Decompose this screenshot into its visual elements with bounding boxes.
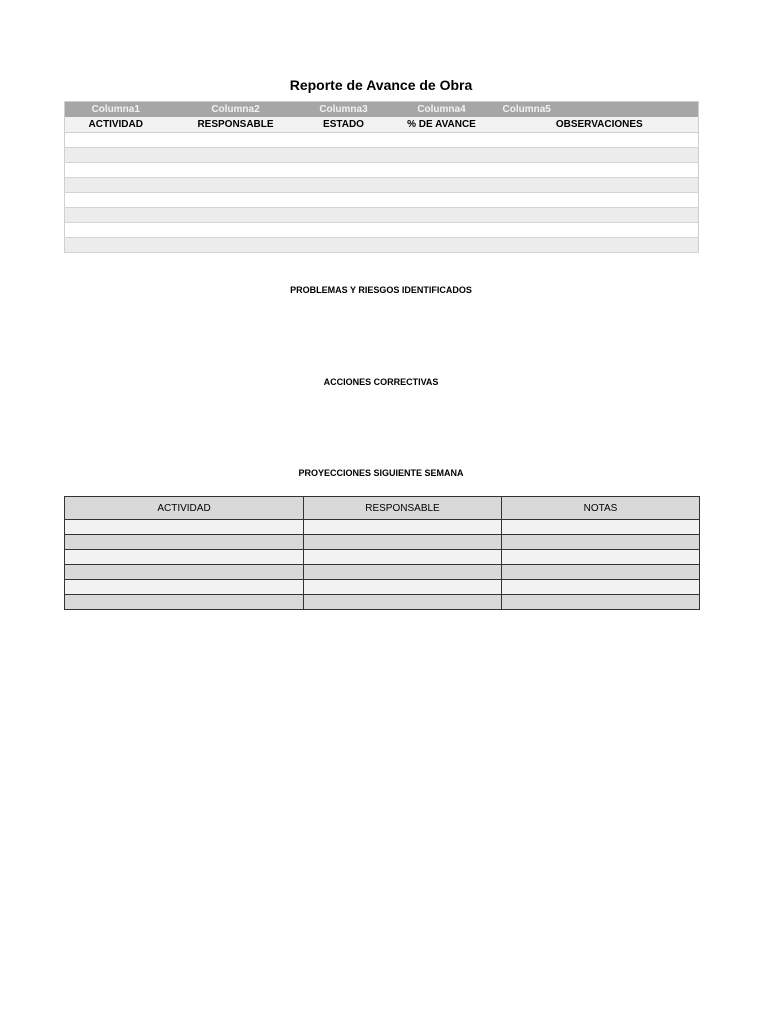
table-cell[interactable]	[304, 580, 502, 595]
table-cell[interactable]	[65, 595, 304, 610]
table-cell[interactable]	[65, 193, 167, 208]
table-cell[interactable]	[65, 565, 304, 580]
table-row	[65, 133, 699, 148]
table-cell[interactable]	[305, 163, 383, 178]
table-cell[interactable]	[167, 133, 305, 148]
label-avance: % DE AVANCE	[383, 117, 501, 133]
table-cell[interactable]	[304, 595, 502, 610]
table-cell[interactable]	[383, 163, 501, 178]
projections-table	[64, 496, 700, 610]
table-cell[interactable]	[167, 238, 305, 253]
table-cell[interactable]	[502, 535, 700, 550]
table-cell[interactable]	[501, 148, 699, 163]
proj-header-responsable: RESPONSABLE	[304, 497, 502, 520]
table-cell[interactable]	[167, 148, 305, 163]
label-responsable: RESPONSABLE	[167, 117, 305, 133]
table-cell[interactable]	[502, 520, 700, 535]
table-cell[interactable]	[167, 163, 305, 178]
table-cell[interactable]	[501, 133, 699, 148]
table-row	[65, 550, 700, 565]
table-row	[65, 223, 699, 238]
label-actividad: ACTIVIDAD	[65, 117, 167, 133]
table-cell[interactable]	[305, 208, 383, 223]
table-cell[interactable]	[501, 163, 699, 178]
table-row	[65, 565, 700, 580]
table-cell[interactable]	[304, 535, 502, 550]
report-title: Reporte de Avance de Obra	[289, 77, 473, 93]
label-observaciones: OBSERVACIONES	[501, 117, 699, 133]
problems-heading: PROBLEMAS Y RIESGOS IDENTIFICADOS	[290, 285, 472, 295]
column-header-4: Columna4	[383, 102, 501, 118]
table-cell[interactable]	[65, 148, 167, 163]
table-cell[interactable]	[502, 580, 700, 595]
column-header-1: Columna1	[65, 102, 167, 118]
corrective-actions-heading: ACCIONES CORRECTIVAS	[323, 377, 439, 387]
projections-heading: PROYECCIONES SIGUIENTE SEMANA	[298, 468, 464, 478]
table-row	[65, 535, 700, 550]
table-cell[interactable]	[501, 178, 699, 193]
table-cell[interactable]	[383, 238, 501, 253]
table-cell[interactable]	[383, 133, 501, 148]
label-estado: ESTADO	[305, 117, 383, 133]
progress-table	[64, 101, 699, 253]
proj-header-actividad: ACTIVIDAD	[65, 497, 304, 520]
table-cell[interactable]	[65, 163, 167, 178]
table-cell[interactable]	[167, 193, 305, 208]
progress-table-column-header-row	[65, 102, 699, 118]
table-row	[65, 520, 700, 535]
table-row	[65, 238, 699, 253]
column-header-5: Columna5	[501, 102, 699, 118]
table-cell[interactable]	[65, 535, 304, 550]
projections-table-body	[65, 520, 700, 610]
table-cell[interactable]	[304, 520, 502, 535]
table-cell[interactable]	[167, 178, 305, 193]
table-cell[interactable]	[65, 208, 167, 223]
table-row	[65, 148, 699, 163]
table-cell[interactable]	[501, 208, 699, 223]
table-cell[interactable]	[305, 178, 383, 193]
column-header-3: Columna3	[305, 102, 383, 118]
table-row	[65, 163, 699, 178]
table-cell[interactable]	[502, 550, 700, 565]
table-cell[interactable]	[383, 148, 501, 163]
table-row	[65, 178, 699, 193]
table-row	[65, 595, 700, 610]
table-row	[65, 208, 699, 223]
table-cell[interactable]	[167, 208, 305, 223]
table-cell[interactable]	[304, 550, 502, 565]
table-cell[interactable]	[305, 133, 383, 148]
table-cell[interactable]	[502, 595, 700, 610]
table-cell[interactable]	[65, 133, 167, 148]
table-cell[interactable]	[501, 223, 699, 238]
table-cell[interactable]	[65, 178, 167, 193]
table-cell[interactable]	[502, 565, 700, 580]
table-cell[interactable]	[383, 178, 501, 193]
table-cell[interactable]	[501, 193, 699, 208]
table-cell[interactable]	[305, 193, 383, 208]
table-cell[interactable]	[304, 565, 502, 580]
progress-table-body	[65, 133, 699, 253]
table-cell[interactable]	[167, 223, 305, 238]
table-cell[interactable]	[65, 580, 304, 595]
table-cell[interactable]	[383, 208, 501, 223]
table-cell[interactable]	[65, 520, 304, 535]
table-cell[interactable]	[501, 238, 699, 253]
table-cell[interactable]	[305, 223, 383, 238]
proj-header-notas: NOTAS	[502, 497, 700, 520]
progress-table-label-row	[65, 117, 699, 133]
table-cell[interactable]	[383, 193, 501, 208]
projections-header-row	[65, 497, 700, 520]
column-header-2: Columna2	[167, 102, 305, 118]
table-cell[interactable]	[65, 238, 167, 253]
table-cell[interactable]	[305, 148, 383, 163]
table-cell[interactable]	[305, 238, 383, 253]
table-row	[65, 580, 700, 595]
table-cell[interactable]	[383, 223, 501, 238]
table-cell[interactable]	[65, 223, 167, 238]
table-cell[interactable]	[65, 550, 304, 565]
table-row	[65, 193, 699, 208]
